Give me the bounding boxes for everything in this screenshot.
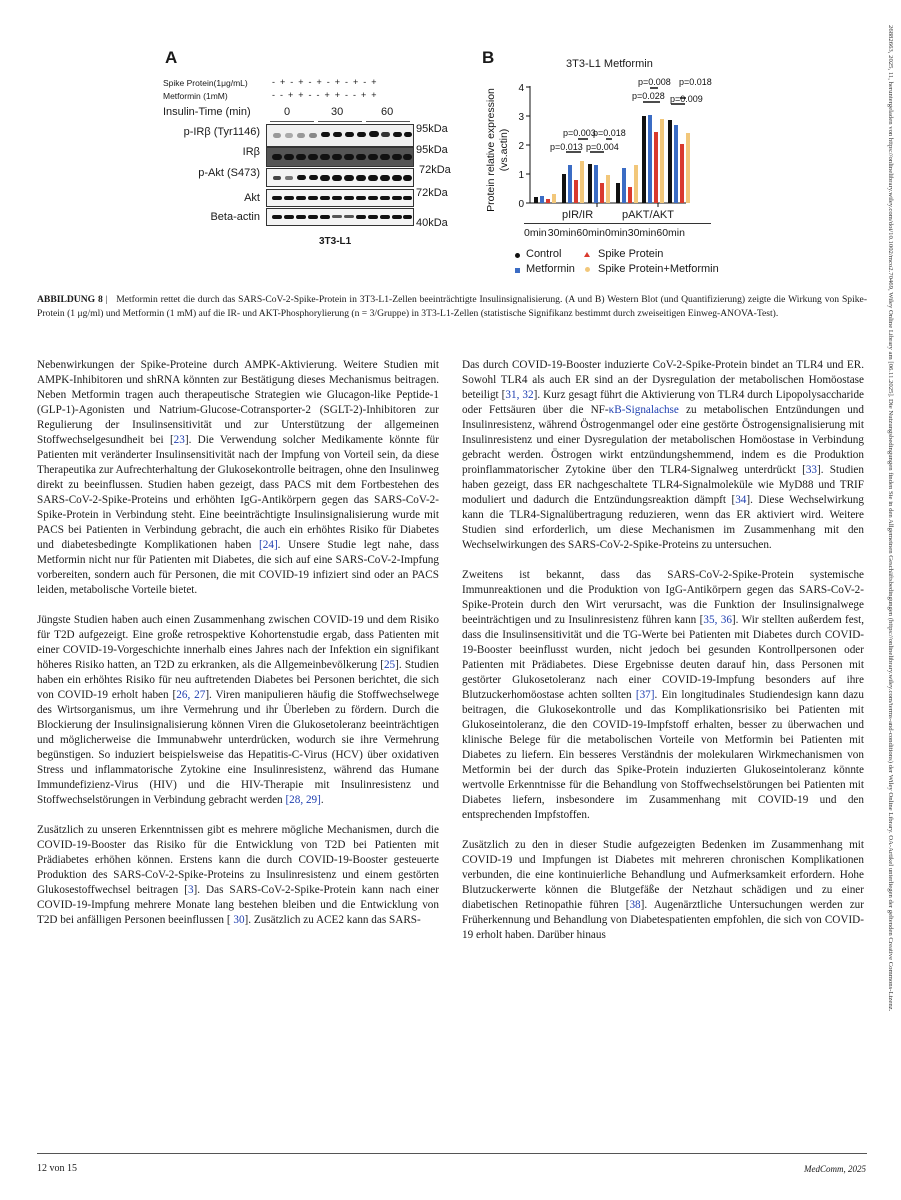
right-column bbox=[462, 358, 864, 958]
condition-spike-signs: - + - + - + - + - + - + bbox=[272, 77, 377, 87]
legend-triangle-icon bbox=[584, 252, 590, 257]
cell-line-label: 3T3-L1 bbox=[319, 236, 352, 247]
blot-ir bbox=[266, 147, 414, 167]
paragraph: Zweitens ist bekannt, dass das SARS-CoV-2-Spike-Protein systemische Immunreaktionen und die Produktion von IgG-Antikörpern gegen das SARS-CoV-2-Spike-Protein durch den Wirt verursacht, was die Funktion der Insulinsignalwege beeinträchtigen und zu Insulinresistenz führen kann [35, 36]. Wir stellten außerdem fest, dass die Insulinsensitivität und die TG-Werte bei Patienten mit Diabetes durch COVID-19-Booster beeinflusst wurden, nicht jedoch bei gesunden Kontrollpersonen oder Patienten mit Prädiabetes. Diese Ergebnisse deuten darauf hin, dass Personen mit gestörter Glukosetoleranz nach einer COVID-19-Impfung besonders auf ihre Blutzuckerhomöostase achten sollten [37]. Ein longitudinales Studiendesign kann dazu beitragen, die Glukosekontrolle und das Komplikationsrisiko bei Patienten mit Glukoseintoleranz, die den COVID-19-Impfstoff erhalten, besser zu überwachen und klinische Belege für die metabolischen Vorteile von Metformin bei Patienten mit Diabetes zu liefern. Ein besseres Verständnis der molekularen Wirkmechanismen von Metformin bei der durch das Spike-Protein induzierten Glukoseintoleranz könnte wertvolle Erkenntnisse für die Behandlung von Stoffwechselstörungen bei Patienten mit Diabetes liefern, insbesondere im Zusammenhang mit COVID-19 und den entsprechenden Impfstoffen. bbox=[462, 569, 865, 821]
svg-text:p=0.013: p=0.013 bbox=[550, 142, 583, 152]
kda-pakt: 72kDa bbox=[419, 164, 451, 176]
figure-caption bbox=[37, 293, 867, 321]
paragraph: Nebenwirkungen der Spike-Proteine durch AMPK-Aktivierung. Weitere Studien mit AMPK-Inhibitoren und shRNA könnten zur Bestätigung dieses Mechanismus beitragen. Neben Metformin tragen auch therapeutische Strategien wie Glucagon-like Peptide-1 (GLP-1)-Agonisten und Natrium-Glucose-Cotransporter-2 (SGLT-2)-Inhibitoren zur Regulierung der Insulinsensitivität und zur Unterstützung der allgemeinen Stoffwechselgesundheit bei [23]. Die Verwendung solcher Medikamente könnte für Patienten mit veränderter Insulinsensitivität nach der Impfung von Vorteil sein, da diese Therapeutika zur Aufrechterhaltung der Glukosekontrolle beitragen, ohne den Insulinweg direkt zu beeinflussen. Studien haben gezeigt, dass PACS mit dem Fortbestehen des SARS-CoV-2-Spike-Proteins und erhöhten IgG-Antikörpern gegen das SARS-CoV-2-Spike-Protein in Verbindung steht. Eine beeinträchtigte Insulinsignalisierung wurde mit PACS bei Patienten in Verbindung gebracht, die auch ein erhöhtes Risiko für Diabetes und diabetesbedingte Komplikationen haben [24]. Unsere Studie legt nahe, dass Metformin nicht nur für Patienten mit Diabetes, die sich auf eine SARS-CoV-2-Impfung vorbereiten, sondern auch für Personen, die mit COVID-19 infiziert sind oder an PACS leiden, metabolische Vorteile bietet. bbox=[37, 359, 440, 596]
time-60: 60 bbox=[381, 106, 394, 118]
panel-b-letter: B bbox=[482, 48, 495, 67]
citation-link[interactable]: 34 bbox=[735, 494, 747, 506]
cat-1: 30min bbox=[547, 227, 577, 239]
time-0-bracket bbox=[270, 121, 314, 122]
citation-link[interactable]: 3 bbox=[187, 884, 194, 896]
time-60-bracket bbox=[366, 121, 410, 122]
citation-link[interactable]: [24] bbox=[259, 539, 278, 551]
svg-text:p=0.018: p=0.018 bbox=[679, 77, 712, 87]
blot-actin bbox=[266, 208, 414, 226]
time-0: 0 bbox=[284, 106, 291, 118]
caption-text: Metformin rettet die durch das SARS-CoV-2-Spike-Protein in 3T3-L1-Zellen beeinträchtigte Insulinsignalisierung. (A und B) Western Blot (und Quantifizierung) zeigte die Wirkung von Spike-Protein (1 μg/ml) und Metformin (1 mM) auf die IR- und AKT-Phosphorylierung (n = 3/Gruppe) in 3T3-L1-Zellen (statistische Signifikanz bestimmt durch zweiseitigen Einweg-ANOVA-Test). bbox=[37, 294, 868, 319]
insulin-time-label: Insulin-Time (min) bbox=[163, 106, 251, 118]
svg-text:Protein relative expression: Protein relative expression bbox=[485, 88, 497, 212]
category-labels bbox=[524, 227, 685, 239]
svg-text:4: 4 bbox=[518, 83, 524, 94]
paragraph: Jüngste Studien haben auch einen Zusammenhang zwischen COVID-19 und dem Risiko für T2D aufgezeigt. Eine große retrospektive Kohortenstudie ergab, dass Patienten mit einer COVID-19-Vorgeschichte innerhalb eines Jahres nach der Infektion ein signifikant höheres Risiko hatten, an T2D zu erkranken, als die Allgemeinbevölkerung [25]. Studien haben ein erhöhtes Risiko für neu auftretenden Diabetes bei Personen berichtet, die sich von COVID-19 erholt haben [26, 27]. Viren manipulieren häufig die Stoffwechselwege des Wirtsorganismus, um ihre Vermehrung und ihr Überleben zu fördern. Durch die Blockierung der Insulinsignalisierung können Viren die Glukosetoleranz beeinträchtigen und möglicherweise die Immunabwehr unterdrücken, wodurch sie ihre Vermehrung begünstigen. So induziert beispielsweise das Hepatitis-C-Virus (HCV) über oxidativen Stress und inflammatorische Zytokine eine Insulinresistenz, während das Humane Immundefizienz-Virus (HIV) und die HIV-Therapie mit Insulinresistenz und Stoffwechselstörungen in Verbindung gebracht werden [28, 29]. bbox=[37, 614, 440, 806]
category-brackets bbox=[524, 223, 711, 224]
citation-link[interactable]: 33 bbox=[805, 464, 817, 476]
condition-spike-label: Spike Protein(1μg/mL) bbox=[163, 78, 248, 88]
citation-link[interactable]: 31, 32 bbox=[505, 389, 534, 401]
svg-text:p=0.008: p=0.008 bbox=[638, 77, 671, 87]
legend-circle-icon bbox=[515, 253, 520, 258]
svg-text:p=0.009: p=0.009 bbox=[670, 94, 703, 104]
blot-akt bbox=[266, 189, 414, 207]
kda-actin: 40kDa bbox=[416, 217, 448, 229]
condition-metformin-label: Metformin (1mM) bbox=[163, 91, 228, 101]
citation-link[interactable]: 38 bbox=[629, 899, 641, 911]
svg-text:2: 2 bbox=[518, 141, 524, 152]
legend-control: Control bbox=[526, 248, 562, 260]
footer-divider bbox=[37, 1153, 867, 1154]
paragraph: Zusätzlich zu den in dieser Studie aufgezeigten Bedenken im Zusammenhang mit COVID-19 und Impfungen ist Diabetes mit mehreren chronischen Komplikationen verbunden, die eine kontinuierliche Behandlung und Aufmerksamkeit erfordern. Hohe Blutzuckerwerte können die Blutgefäße der Netzhaut schädigen und zu einer diabetischen Retinopathie führen [38]. Augenärztliche Untersuchungen werden zur Früherkennung und Behandlung von Diabetespatienten empfohlen, die sich von COVID-19 erholt haben. Darüber hinaus bbox=[462, 839, 864, 941]
download-notice: 26882663, 2025, 11, heruntergeladen von https://onlinelibrary.wiley.com/doi/10.1002/mco2.70469, Wiley Online Library am [06.11.2025]. Die Nutzungsbedingungen finden Sie in den Allgemeinen Geschäftsbedingungen (https://onlinelibrary.wiley.com/terms-and-conditions) der Wiley Online Library. OA-Artikel unterliegen der geltenden Creative Commons-Lizenz. bbox=[887, 25, 894, 1012]
citation-link[interactable]: [28, 29] bbox=[285, 794, 321, 806]
legend-spike-metformin: Spike Protein+Metformin bbox=[598, 263, 719, 275]
legend-square-icon bbox=[515, 268, 520, 273]
svg-text:3: 3 bbox=[518, 112, 524, 123]
citation-link[interactable]: 26, 27 bbox=[176, 689, 206, 701]
svg-text:0: 0 bbox=[518, 199, 524, 210]
citation-link[interactable]: 25 bbox=[383, 659, 396, 671]
blot-pakt bbox=[266, 168, 414, 187]
left-column bbox=[37, 358, 439, 943]
group-label-pir: pIR/IR bbox=[562, 209, 594, 221]
svg-text:p=0.003: p=0.003 bbox=[563, 128, 596, 138]
group-label-pakt: pAKT/AKT bbox=[622, 209, 674, 221]
blot-label-akt: Akt bbox=[244, 192, 260, 204]
page-number: 12 von 15 bbox=[37, 1163, 77, 1174]
cat-0: 0min bbox=[524, 227, 547, 239]
legend-metformin: Metformin bbox=[526, 263, 575, 275]
paragraph: Das durch COVID-19-Booster induzierte CoV-2-Spike-Protein bindet an TLR4 und ER. Sowohl TLR4 als auch ER sind an der Dysregulation der metabolischen Homöostase beteiligt [31, 32]. Kurz gesagt führt die Aktivierung von TLR4 durch Lipopolysaccharide oder Fettsäuren über die NF-κB-Signalachse zu metabolischen Entzündungen und Insulinresistenz, während Östrogenmangel oder eine gestörte Östrogensignalisierung mit Insulinresistenz und einer Dysregulation der metabolischen Homöostase in Verbindung gebracht werden. Östrogen wirkt entzündungshemmend, indem es die Produktion proinflammatorischer Zytokine über den TLR4-Signalweg unterdrückt [33]. Studien haben gezeigt, dass ER nachgeschaltete TLR4-Signalmoleküle wie MyD88 und TRIF moduliert und dadurch die Entzündungsreaktion dämpft [34]. Diese Wechselwirkung kann die TLR4-Signalübertragung reduzieren, wenn das ER aktiviert wird. Weitere Studien sind erforderlich, um diese Mechanismen im Zusammenhang mit den Wechselwirkungen des SARS-CoV-2-Spike-Proteins zu untersuchen. bbox=[462, 359, 865, 551]
blot-label-pir: p-IRβ (Tyr1146) bbox=[183, 126, 260, 138]
citation-link[interactable]: 30 bbox=[233, 914, 245, 926]
cat-5: 60min bbox=[656, 227, 685, 239]
legend-spike: Spike Protein bbox=[598, 248, 664, 260]
legend-dot-icon bbox=[585, 267, 590, 272]
blot-label-ir: IRβ bbox=[242, 146, 260, 158]
svg-text:1: 1 bbox=[518, 170, 524, 181]
kda-akt: 72kDa bbox=[416, 187, 448, 199]
condition-metformin-signs: - - + + - - + + - - + + bbox=[272, 90, 377, 100]
kda-pir: 95kDa bbox=[416, 123, 448, 135]
citation-link[interactable]: [37] bbox=[635, 689, 655, 701]
time-30: 30 bbox=[331, 106, 344, 118]
citation-link[interactable]: 35, 36 bbox=[703, 614, 732, 626]
cat-3: 0min bbox=[604, 227, 628, 239]
time-30-bracket bbox=[318, 121, 362, 122]
chart-title: 3T3-L1 Metformin bbox=[566, 58, 653, 70]
blot-pir bbox=[266, 124, 414, 147]
nfkb-link[interactable]: κB-Signalachse bbox=[608, 404, 679, 416]
svg-text:p=0.028: p=0.028 bbox=[632, 91, 665, 101]
citation-link[interactable]: 23 bbox=[173, 434, 185, 446]
svg-text:p=0.018: p=0.018 bbox=[593, 128, 626, 138]
blot-label-actin: Beta-actin bbox=[210, 211, 260, 223]
paragraph: Zusätzlich zu unseren Erkenntnissen gibt es mehrere mögliche Mechanismen, durch die COVID-19-Booster das Risiko für die Entwicklung von T2D bei Patienten mit Prädiabetes erhöhen können. Erstens kann die durch COVID-19-Booster gesteuerte Produktion des SARS-CoV-2-Spike-Proteins zu Insulinresistenz und einem gestörten Glukosestoffwechsel beitragen [3]. Das SARS-CoV-2-Spike-Protein kann nach einer COVID-19-Impfung mehrere Monate lang bestehen bleiben und die Entwicklung von T2D bei anfälligen Personen beeinflussen [ 30]. Zusätzlich zu ACE2 kann das SARS- bbox=[37, 824, 439, 926]
caption-separator: | bbox=[102, 294, 117, 305]
kda-ir: 95kDa bbox=[416, 144, 448, 156]
journal-name: MedComm, 2025 bbox=[804, 1164, 866, 1174]
blot-label-pakt: p-Akt (S473) bbox=[198, 167, 260, 179]
caption-label: ABBILDUNG 8 bbox=[37, 294, 103, 305]
cat-2: 60min bbox=[576, 227, 605, 239]
panel-a-letter: A bbox=[165, 48, 178, 67]
svg-text:p=0.004: p=0.004 bbox=[586, 142, 619, 152]
svg-text:(vs.actin): (vs.actin) bbox=[498, 128, 510, 172]
cat-4: 30min bbox=[627, 227, 657, 239]
